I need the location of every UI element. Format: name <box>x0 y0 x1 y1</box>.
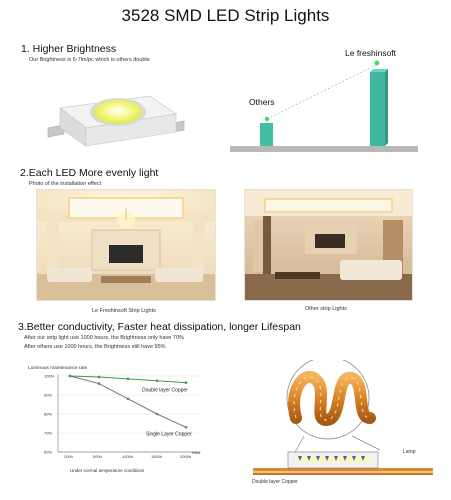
data-point <box>69 375 72 378</box>
x-axis-label: Under normal temperature conditions <box>70 468 145 473</box>
x-tick-label: 1500h <box>151 454 163 459</box>
caption-brand-photo: Le Freshinsoft Strip Lights <box>92 308 156 314</box>
y-axis-label: Luminous maintenance rate <box>28 366 88 371</box>
room-photo-brand <box>36 189 216 301</box>
y-tick-label: 90% <box>44 392 53 398</box>
y-tick-label: 80% <box>44 411 53 417</box>
x-axis-unit: Hour <box>192 450 201 455</box>
lamp-label: Lamp <box>403 449 416 455</box>
brand-label: Le freshinsoft <box>345 48 397 58</box>
others-bar <box>260 123 273 146</box>
section3-heading: 3.Better conductivity, Faster heat dissipation, longer Lifespan <box>18 321 301 333</box>
copper-strip-illustration <box>248 360 443 490</box>
data-point <box>156 379 159 382</box>
brand-bar <box>370 72 385 146</box>
data-point <box>185 426 188 429</box>
others-label: Others <box>249 97 275 107</box>
series-line <box>70 376 186 427</box>
section2-subtitle: Photo of the installation effect <box>29 181 102 187</box>
series-label-double-copper: Double layer Copper <box>142 387 188 394</box>
data-point <box>127 378 130 381</box>
section3-note-2: After others use 1000 hours, the Brightness still have 95% <box>24 344 166 350</box>
y-tick-label: 70% <box>44 430 53 436</box>
section1-heading: 1. Higher Brightness <box>21 43 117 55</box>
room-photo-other <box>244 189 413 301</box>
data-point <box>156 413 159 416</box>
data-point <box>98 382 101 385</box>
x-tick-label: 200h <box>64 454 73 459</box>
section1-subtitle: Our Brightness is 6-7lm/pc which is others double <box>29 57 150 63</box>
page-title: 3528 SMD LED Strip Lights <box>121 6 330 25</box>
x-tick-label: 2000h <box>180 454 192 459</box>
series-label-single-copper: Single Layer Copper <box>146 431 192 438</box>
caption-other-photo: Other strip Lights <box>305 306 347 312</box>
x-tick-label: 500h <box>93 454 102 459</box>
section3-note-1: After our strip light use 1000 hours, the Brightness only have 70% <box>24 335 184 341</box>
y-tick-label: 60% <box>44 449 53 455</box>
data-point <box>98 376 101 379</box>
lifespan-chart <box>22 362 222 480</box>
led-chip-illustration <box>42 88 192 152</box>
baseline-bar <box>230 146 418 152</box>
double-copper-label: Double layer Copper <box>252 479 298 485</box>
data-point <box>127 398 130 401</box>
data-point <box>185 381 188 384</box>
y-tick-label: 100% <box>44 373 55 379</box>
x-tick-label: 1000h <box>122 454 134 459</box>
section2-heading: 2.Each LED More evenly light <box>20 167 159 179</box>
